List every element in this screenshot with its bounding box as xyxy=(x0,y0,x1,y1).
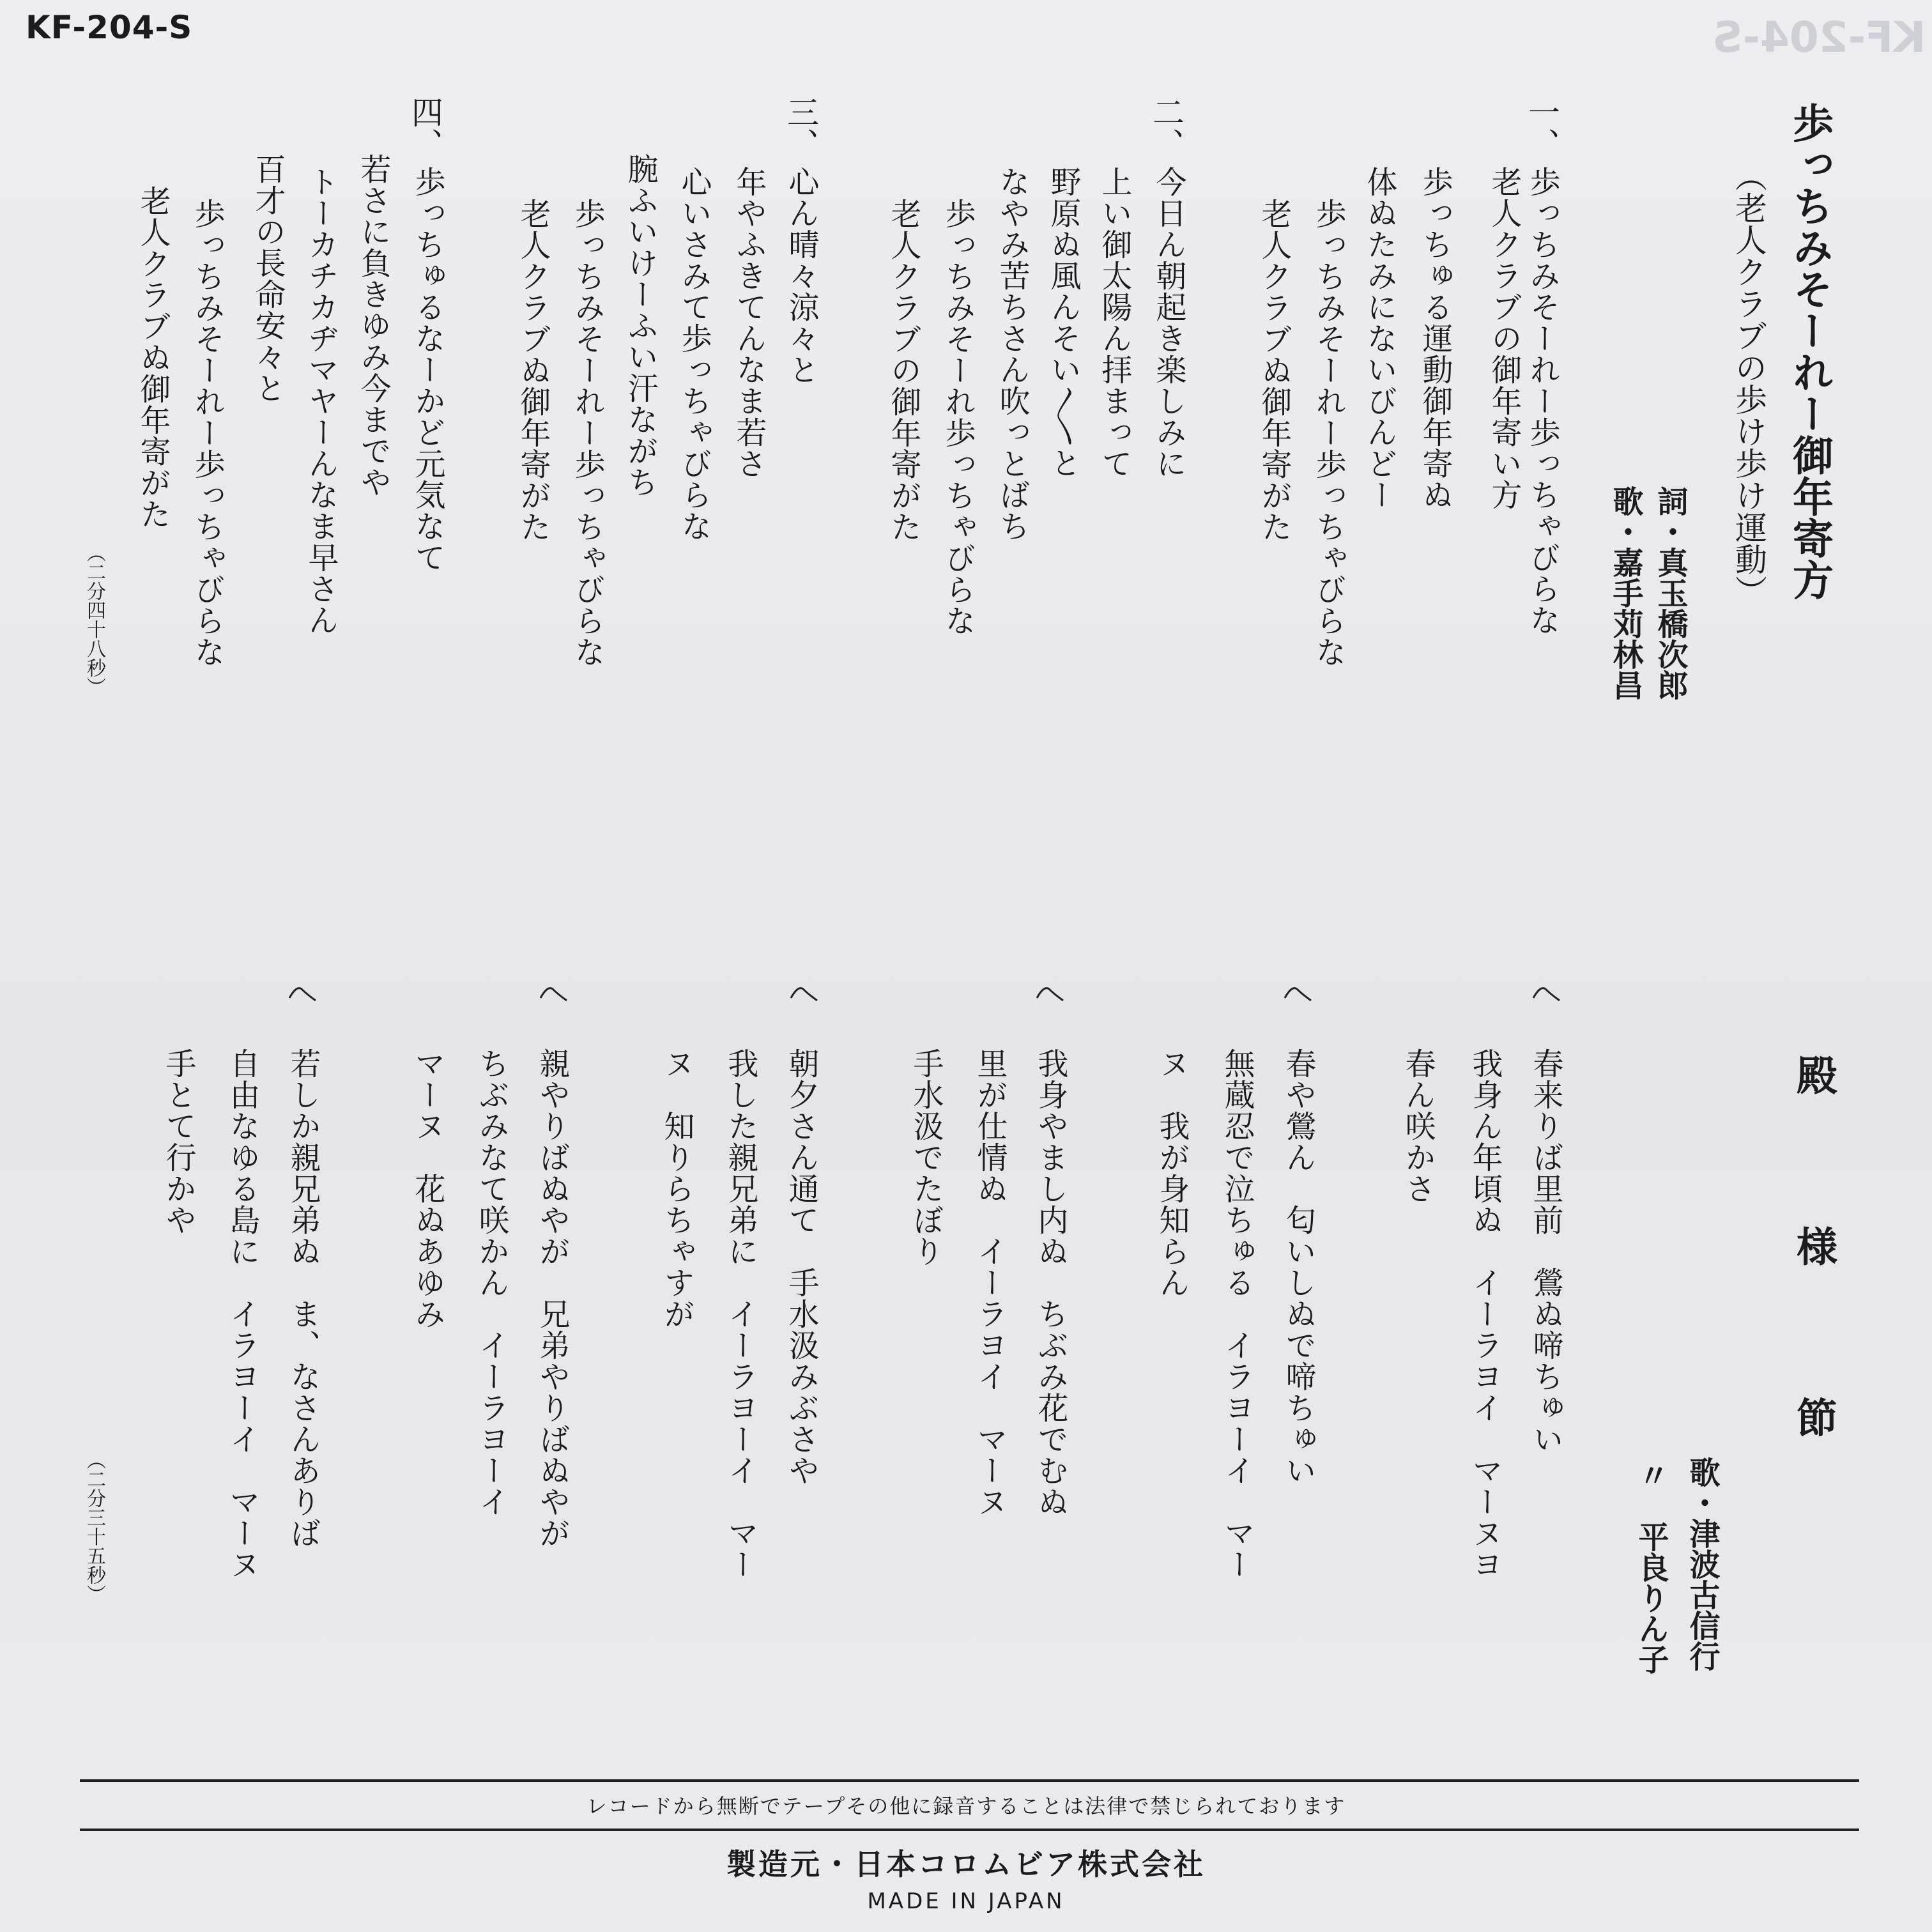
verse-mark-icon xyxy=(1531,984,1561,1003)
song1-duration: （二分四十八秒） xyxy=(83,543,105,696)
lyric-line: 我身ん年頃ぬ イーラヨイ マーヌヨ xyxy=(1467,1048,1503,1580)
lyric-line: トーカチカヂマヤーんなま早さん xyxy=(303,166,339,636)
lyric-line: マーヌ 花ぬあゆみ xyxy=(410,1048,445,1330)
lyric-line: 我した親兄弟に イーラヨーイ マー xyxy=(723,1048,758,1580)
lyric-line: 老人クラブぬ御年寄がた xyxy=(515,198,551,542)
lyric-line: 若しか親兄弟ぬ ま、なさんありば xyxy=(285,1048,321,1549)
lyric-line: 百才の長命安々と xyxy=(250,153,286,404)
verse-number: 三、 xyxy=(782,96,819,160)
lyric-line: 歩っちゅるなーかど元気なて xyxy=(410,166,445,573)
verse-number: 二、 xyxy=(1147,96,1184,160)
lyric-line: 年やふきてんなま若さ xyxy=(731,166,767,479)
lyric-line: 手水汲でたぼり xyxy=(908,1048,944,1267)
lyric-line: 春や鶯ん 匂いしぬで啼ちゅい xyxy=(1280,1048,1316,1486)
lyric-line: ヌ 知りらちゃすが xyxy=(659,1048,694,1330)
catalog-number-showthrough: KF-204-S xyxy=(1712,13,1926,62)
song1-lyricist: 詞・真玉橋次郎 xyxy=(1652,486,1688,700)
verse-number: 四、 xyxy=(406,96,443,160)
lyric-line: 野原ぬ風んそい〳〵と xyxy=(1045,166,1081,479)
lyric-line: 体ぬたみにないびんどー xyxy=(1361,166,1397,510)
song1-title: 歩っちみそーれー御年寄方 xyxy=(1786,102,1834,601)
song2-duration: （二分三十五秒） xyxy=(83,1450,105,1604)
lyric-line: 上い御太陽ん拝まって xyxy=(1096,166,1132,479)
verse-mark-icon xyxy=(1035,984,1064,1003)
footer-rule-bottom xyxy=(80,1828,1859,1831)
lyric-line: 歩っちみそーれー歩っちゃびらな xyxy=(189,198,225,668)
lyric-line: 春ん咲かさ xyxy=(1400,1048,1436,1204)
lyric-line: 腕ふいけーふい汗ながち xyxy=(622,153,658,498)
lyric-line: 老人クラブの御年寄い方 xyxy=(1486,166,1522,510)
catalog-number: KF-204-S xyxy=(26,9,193,46)
lyric-line: 心いさみて歩っちゃびらな xyxy=(676,166,712,542)
lyric-line: 老人クラブぬ御年寄がた xyxy=(135,185,171,530)
verse-mark-icon xyxy=(288,984,317,1003)
lyric-line: 春来りば里前 鶯ぬ啼ちゅい xyxy=(1528,1048,1563,1455)
verse-mark-icon xyxy=(789,984,818,1003)
lyric-line: 親やりばぬやが 兄弟やりばぬやが xyxy=(534,1048,570,1549)
song2-title: 殿 様 節 xyxy=(1790,1054,1837,1482)
manufacturer: 製造元・日本コロムビア株式会社 xyxy=(726,1847,1206,1882)
lyric-line: 今日ん朝起き楽しみに xyxy=(1151,166,1186,479)
verse-number: 一、 xyxy=(1523,96,1560,160)
lyric-line: 我身やまし内ぬ ちぶみ花でむぬ xyxy=(1032,1048,1068,1517)
lyric-line: 歩っちみそーれー歩っちゃびらな xyxy=(1310,198,1346,668)
lyric-line: 無蔵忍で泣ちゅる イラヨーイ マー xyxy=(1219,1048,1255,1580)
lyric-line: ちぶみなて咲かん イーラヨーイ xyxy=(473,1048,509,1517)
footer-rule-top xyxy=(80,1779,1859,1782)
lyric-line: 朝夕さん通て 手水汲みぶさや xyxy=(783,1048,819,1486)
lyric-line: 里が仕情ぬ イーラヨイ マーヌ xyxy=(972,1048,1008,1517)
lyric-line: なやみ苦ちさん吹っとばち xyxy=(994,166,1030,542)
lyric-line: 歩っちみそーれー歩っちゃびらな xyxy=(1524,166,1560,636)
copyright-notice: レコードから無断でテープその他に録音することは法律で禁じられております xyxy=(586,1794,1346,1818)
song2-singer-1: 歌・津波古信行 xyxy=(1684,1457,1720,1671)
lyric-line: 歩っちみそーれ歩っちゃびらな xyxy=(940,198,976,636)
lyric-line: 心ん晴々涼々と xyxy=(783,166,819,385)
verse-mark-icon xyxy=(539,984,568,1003)
lyric-line: 老人クラブぬ御年寄がた xyxy=(1256,198,1292,542)
lyric-line: 歩っちみそーれー歩っちゃびらな xyxy=(569,198,605,668)
lyric-line: 手とて行かや xyxy=(160,1048,196,1236)
song1-singer: 歌・嘉手苅林昌 xyxy=(1607,486,1643,700)
song1-subtitle: （老人クラブの歩け歩け運動） xyxy=(1730,160,1767,607)
lyric-line: ヌ 我が身知らん xyxy=(1154,1048,1190,1298)
lyric-line: 自由なゆる島に イラヨーイ マーヌ xyxy=(224,1048,260,1580)
verse-mark-icon xyxy=(1283,984,1312,1003)
lyric-line: 老人クラブの御年寄がた xyxy=(885,198,921,542)
lyric-line: 歩っちゅる運動御年寄ぬ xyxy=(1417,166,1453,510)
lyric-line: 若さに負きゆみ今までや xyxy=(355,153,391,498)
song2-singer-2: 〃 平良りん子 xyxy=(1633,1460,1669,1675)
made-in: MADE IN JAPAN xyxy=(867,1889,1065,1914)
